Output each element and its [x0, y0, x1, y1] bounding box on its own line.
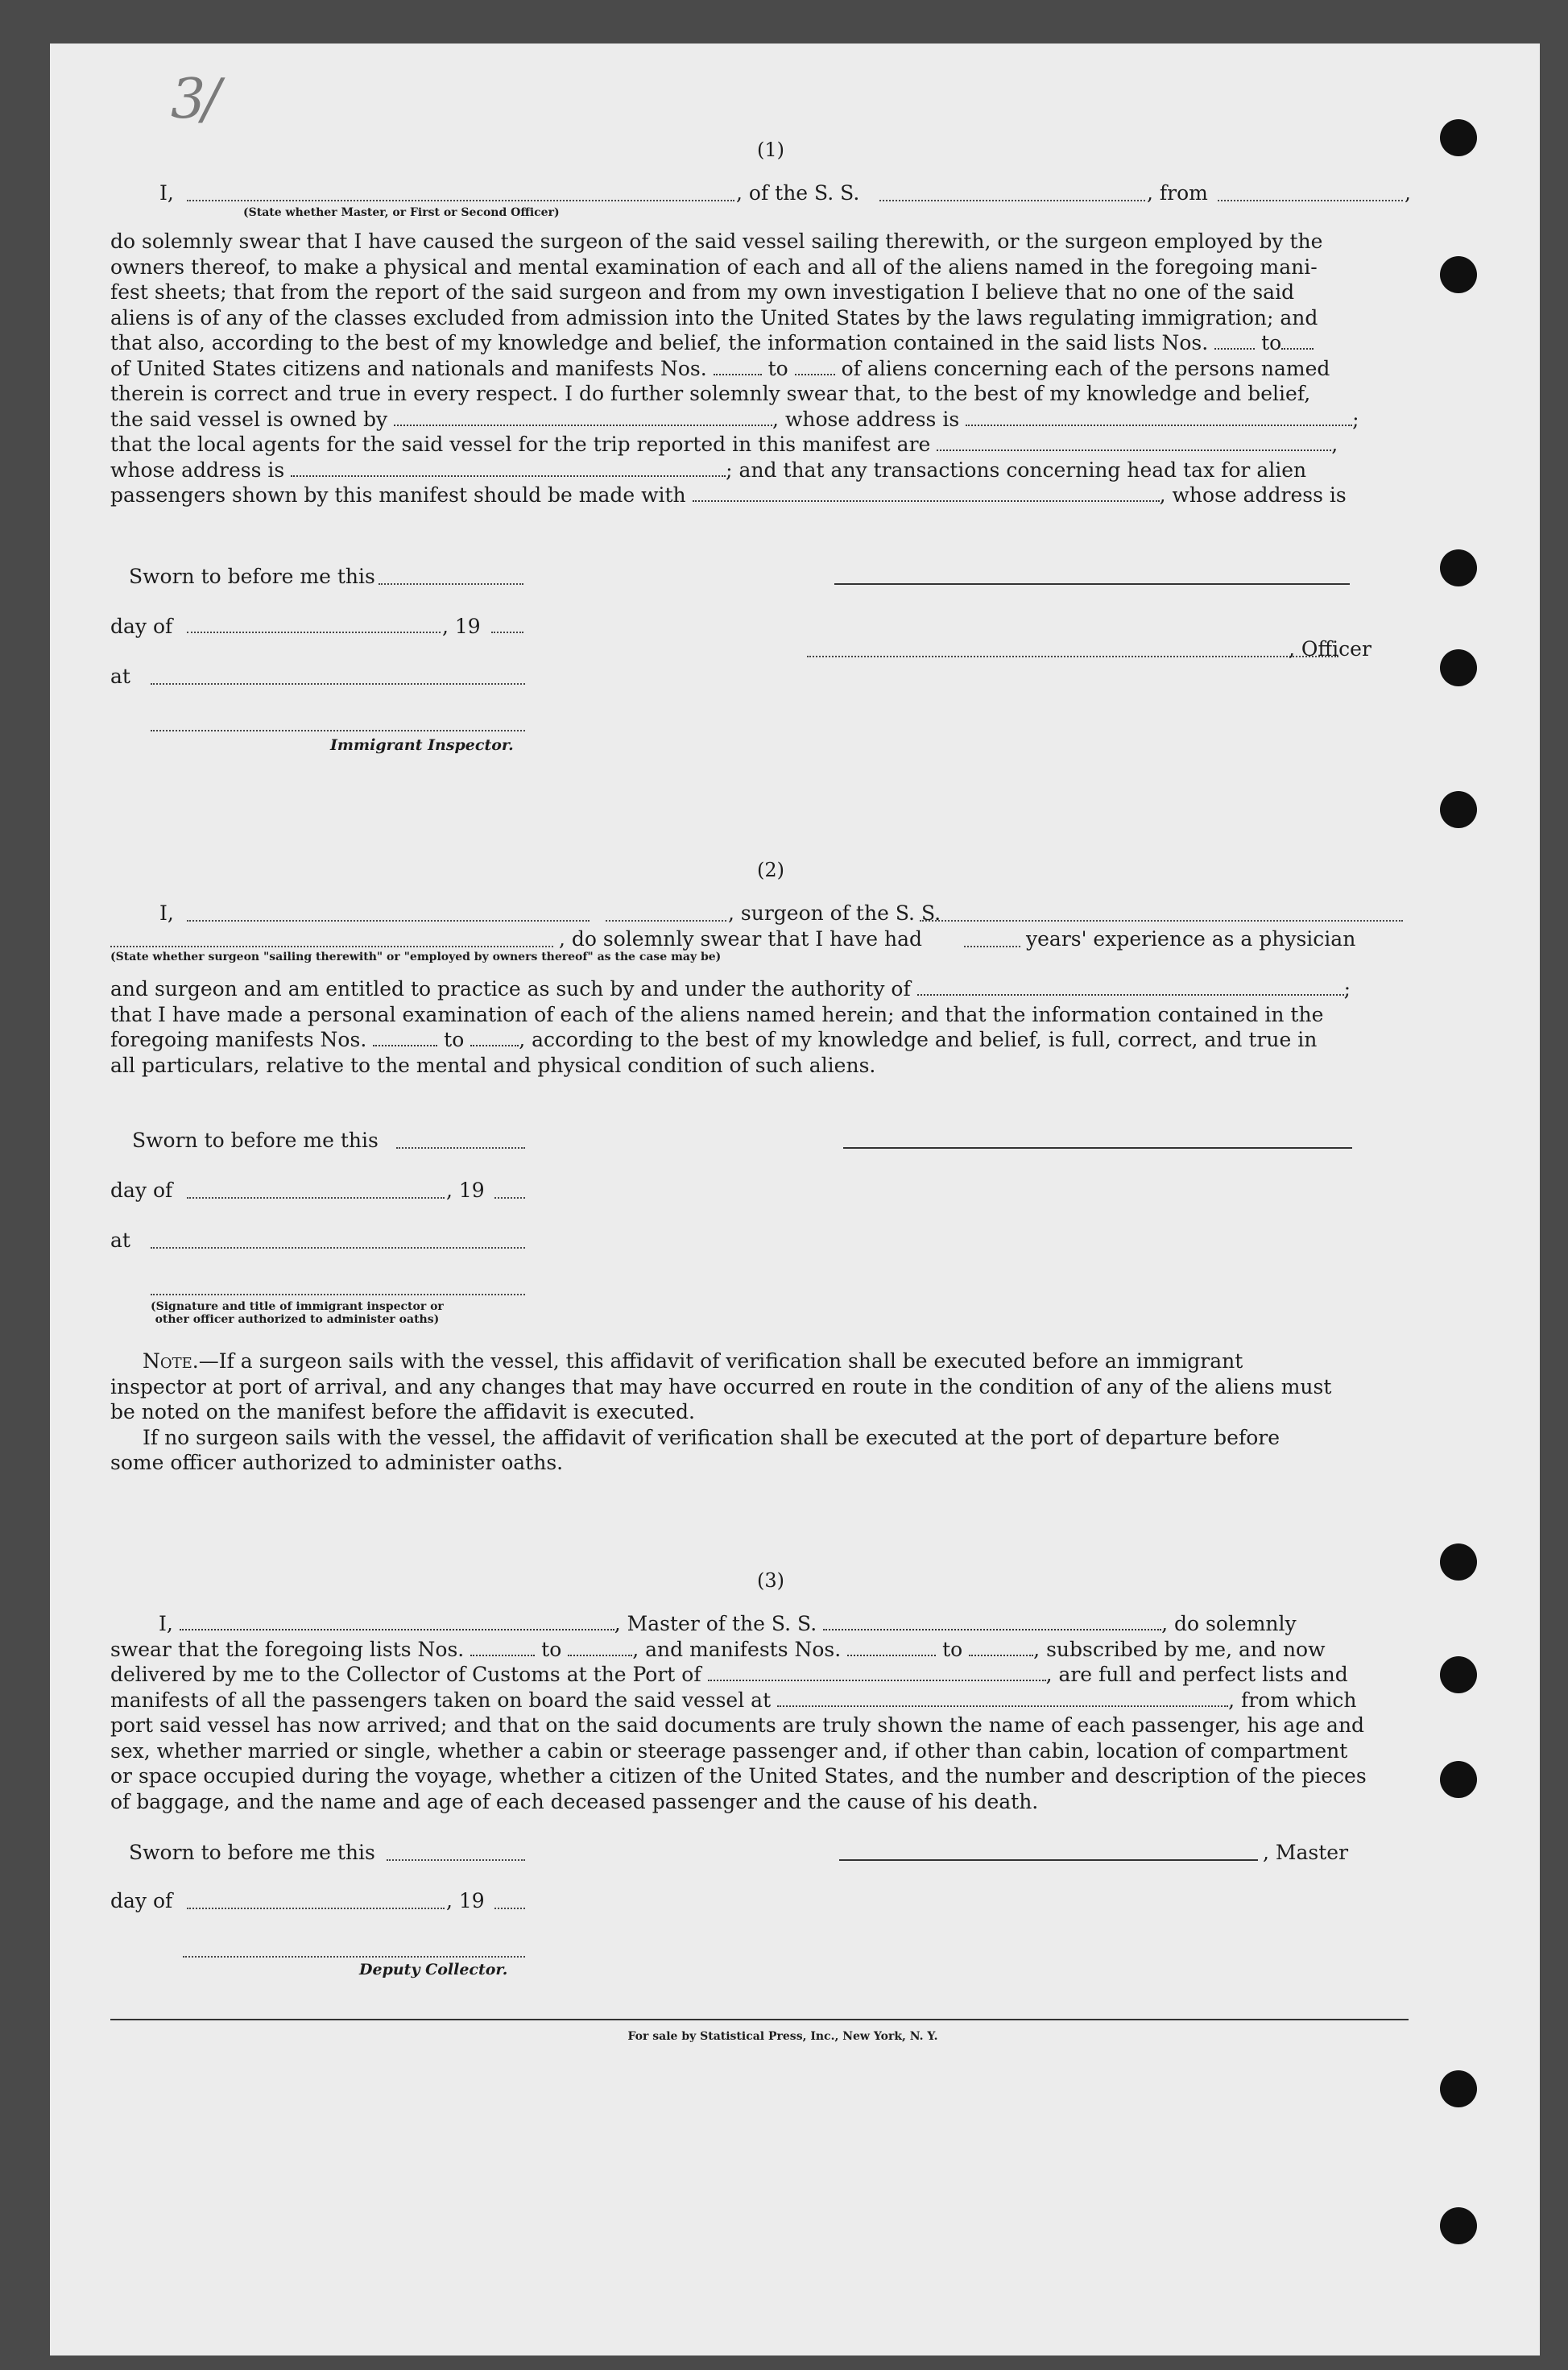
bleed-through-text: [630, 567, 640, 587]
s2-surgeon-of: , surgeon of the S. S.: [728, 901, 941, 925]
s1-inspector-caption: Immigrant Inspector.: [330, 736, 514, 754]
pencil-mark: 3/: [171, 68, 218, 131]
s1-officer: , Officer: [1289, 637, 1371, 661]
s2-paragraph: and surgeon and am entitled to practice as such by and under the authority of ; that I have made a personal examination of each of the aliens named herein; and that the information contained in the foregoing manifests Nos. to , according to the best of my knowledge and belief, is full, correct, and true in all particulars, relative to the mental and physical condition of such aliens.: [110, 977, 1351, 1077]
s1-i: I,: [159, 181, 174, 205]
s3-paragraph: I, , Master of the S. S. , do solemnly swear that the foregoing lists Nos. to , and manifests Nos. to , subscribed by me, and now delivered by me to the Collector of Customs at the Port of , are full and perfect lists and manifests of all the passengers taken on board the said vessel at , from which port said vessel has now arrived; and that on the said documents are truly shown the name of each passenger, his age and sex, whether married or single, whether a cabin or steerage passenger and, if other than cabin, location of compartment or space occupied during the voyage, whether a citizen of the United States, and the number and description of the pieces of baggage, and the name and age of each deceased passenger and the cause of his death.: [110, 1612, 1367, 1813]
s2-years-exp: years' experience as a physician: [1026, 927, 1356, 951]
section-3-number: (3): [757, 1569, 784, 1592]
s2-nineteen: , 19: [446, 1179, 485, 1202]
s2-do-solemnly: , do solemnly swear that I have had: [559, 927, 923, 951]
s1-end-comma: ,: [1405, 181, 1411, 205]
s1-of-ss: , of the S. S.: [736, 181, 860, 205]
s2-sig-caption: (Signature and title of immigrant inspector or other officer authorized to administer oaths): [151, 1300, 444, 1326]
s2-sworn: Sworn to before me this: [132, 1129, 379, 1152]
s1-nineteen: , 19: [442, 615, 481, 638]
punch-hole: [1440, 1543, 1477, 1581]
s2-i: I,: [159, 901, 174, 925]
section-1-number: (1): [757, 139, 784, 161]
s3-collector-caption: Deputy Collector.: [359, 1961, 508, 1978]
punch-hole: [1440, 1656, 1477, 1693]
s1-day-of: day of: [110, 615, 173, 638]
punch-hole: [1440, 256, 1477, 293]
s2-day-of: day of: [110, 1179, 173, 1202]
s3-nineteen: , 19: [446, 1889, 485, 1912]
punch-hole: [1440, 549, 1477, 586]
punch-hole: [1440, 2207, 1477, 2244]
punch-hole: [1440, 1761, 1477, 1798]
s1-from: , from: [1147, 181, 1208, 205]
punch-hole: [1440, 791, 1477, 828]
s3-master: , Master: [1263, 1841, 1349, 1864]
note-block: Note.—If a surgeon sails with the vessel, this affidavit of verification shall be executed before an immigrant inspector at port of arrival, and any changes that may have occurred en route in the condition of any of the aliens must be noted on the manifest before the affidavit is executed. If no surgeon sails with the vessel, the affidavit of verification shall be executed at the port of departure before some officer authorized to administer oaths.: [110, 1349, 1332, 1474]
section-2-number: (2): [757, 859, 784, 881]
footer-rule: [110, 2019, 1409, 2020]
document-page: [50, 44, 1540, 2355]
punch-hole: [1440, 649, 1477, 686]
s2-at: at: [110, 1229, 130, 1252]
s1-paragraph: do solemnly swear that I have caused the surgeon of the said vessel sailing therewith, or the surgeon employed by the owners thereof, to make a physical and mental examination of each and all of the aliens named in the foregoing mani- fest sheets; that from the report of the said surgeon and from my own investigation I believe that no one of the said aliens is of any of the classes excluded from admission into the United States by the laws regulating immigration; and that also, according to the best of my knowledge and belief, the information contained in the said lists Nos. to of United States citizens and nationals and manifests Nos. to of aliens concerning each of the persons named therein is correct and true in every respect. I do further solemnly swear that, to the best of my knowledge and belief, the said vessel is owned by , whose address is ; that the local agents for the said vessel for the trip reported in this manifest are , whose address is ; and that any transactions concerning head tax for alien passengers shown by this manifest should be made with , whose address is: [110, 230, 1359, 507]
s1-sworn: Sworn to before me this: [129, 565, 375, 588]
s2-surgeon-caption: (State whether surgeon "sailing therewith" or "employed by owners thereof" as the case may be): [110, 951, 722, 963]
footer-text: For sale by Statistical Press, Inc., New York, N. Y.: [627, 2030, 938, 2043]
punch-hole: [1440, 2070, 1477, 2107]
s3-day-of: day of: [110, 1889, 173, 1912]
s1-at: at: [110, 665, 130, 688]
punch-hole: [1440, 119, 1477, 156]
s1-master-caption: (State whether Master, or First or Second Officer): [243, 206, 560, 219]
s3-sworn: Sworn to before me this: [129, 1841, 375, 1864]
